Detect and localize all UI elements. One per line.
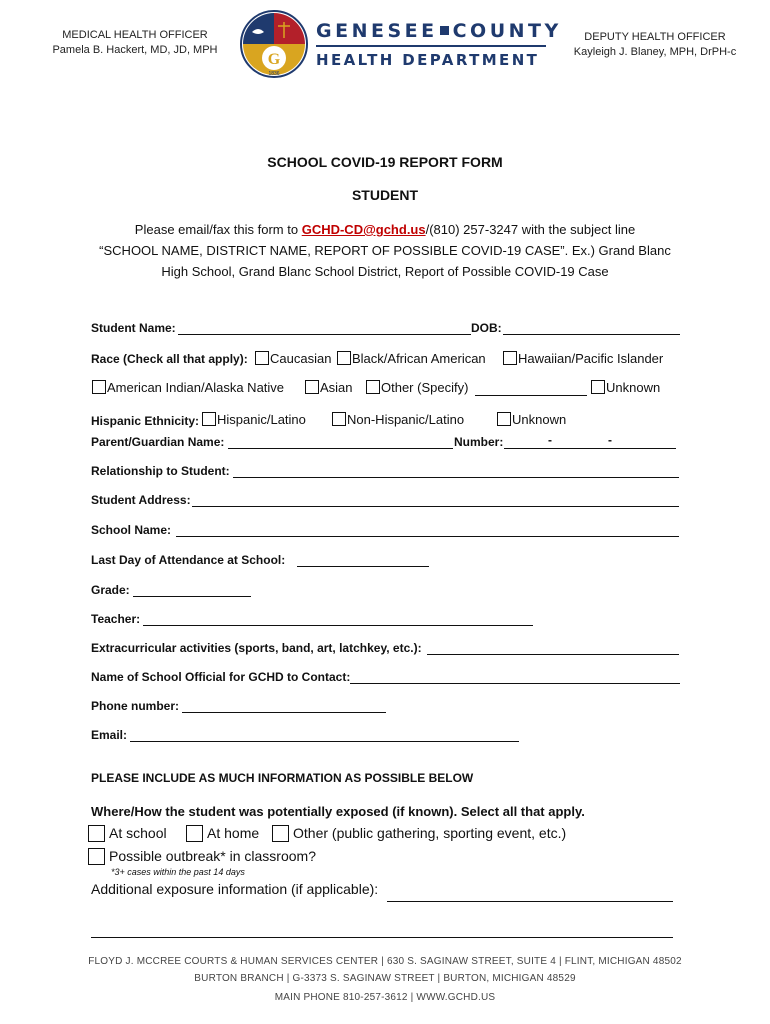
form-title: SCHOOL COVID-19 REPORT FORM bbox=[267, 154, 503, 170]
intro-line3: High School, Grand Blanc School District, Report of Possible COVID-19 Case bbox=[161, 264, 609, 279]
dob-label: DOB: bbox=[471, 321, 502, 335]
parent-name-field[interactable] bbox=[228, 448, 453, 449]
race-option-black[interactable]: Black/African American bbox=[337, 351, 486, 366]
last-day-label: Last Day of Attendance at School: bbox=[91, 553, 286, 567]
hispanic-option-hispanic[interactable]: Hispanic/Latino bbox=[202, 412, 306, 427]
medical-officer-name: Pamela B. Hackert, MD, JD, MPH bbox=[52, 44, 218, 56]
extracurricular-field[interactable] bbox=[427, 654, 679, 655]
grade-field[interactable] bbox=[133, 596, 251, 597]
hispanic-label: Hispanic Ethnicity: bbox=[91, 414, 200, 428]
medical-officer-title: MEDICAL HEALTH OFFICER bbox=[62, 29, 208, 41]
hispanic-option-non-hispanic[interactable]: Non-Hispanic/Latino bbox=[332, 412, 464, 427]
additional-info-field-line2[interactable] bbox=[91, 937, 673, 938]
footer-address-burton: BURTON BRANCH | G-3373 S. SAGINAW STREET | BURTON, MICHIGAN 48529 bbox=[194, 973, 576, 984]
number-label: Number: bbox=[454, 435, 504, 449]
address-label: Student Address: bbox=[91, 493, 191, 507]
intro-line2: “SCHOOL NAME, DISTRICT NAME, REPORT OF POSSIBLE COVID-19 CASE”. Ex.) Grand Blanc bbox=[99, 243, 671, 258]
deputy-officer-name: Kayleigh J. Blaney, MPH, DrPH-c bbox=[573, 46, 737, 58]
checkbox[interactable] bbox=[92, 380, 106, 394]
exposure-option-school[interactable]: At school bbox=[88, 825, 167, 842]
additional-info-label: Additional exposure information (if applicable): bbox=[91, 881, 379, 897]
checkbox[interactable] bbox=[202, 412, 216, 426]
parent-number-field[interactable] bbox=[504, 448, 676, 449]
section-heading: PLEASE INCLUDE AS MUCH INFORMATION AS POSSIBLE BELOW bbox=[91, 771, 474, 785]
wordmark-genesee: GENESEE bbox=[316, 20, 438, 42]
school-name-field[interactable] bbox=[176, 536, 679, 537]
county-seal-logo bbox=[240, 10, 308, 78]
teacher-label: Teacher: bbox=[91, 612, 141, 626]
deputy-officer-title: DEPUTY HEALTH OFFICER bbox=[584, 31, 726, 43]
deputy-officer-block bbox=[555, 30, 755, 60]
medical-officer-block bbox=[40, 28, 230, 58]
relationship-field[interactable] bbox=[233, 477, 679, 478]
checkbox[interactable] bbox=[337, 351, 351, 365]
last-day-field[interactable] bbox=[297, 566, 429, 567]
seal-letter: G bbox=[267, 51, 281, 68]
instructions bbox=[85, 219, 685, 282]
official-label: Name of School Official for GCHD to Contact: bbox=[91, 670, 351, 684]
wordmark-health-department: HEALTH DEPARTMENT bbox=[316, 51, 540, 69]
footer-address-main: FLOYD J. MCCREE COURTS & HUMAN SERVICES CENTER | 630 S. SAGINAW STREET, SUITE 4 | FLINT, MICHIGAN 48502 bbox=[88, 956, 682, 967]
phone-label: Phone number: bbox=[91, 699, 180, 713]
checkbox[interactable] bbox=[332, 412, 346, 426]
checkbox[interactable] bbox=[88, 848, 105, 865]
dob-field[interactable] bbox=[503, 334, 680, 335]
race-option-caucasian[interactable]: Caucasian bbox=[255, 351, 331, 366]
relationship-label: Relationship to Student: bbox=[91, 464, 230, 478]
number-separator: - bbox=[608, 433, 612, 447]
intro-line1: /(810) 257-3247 with the subject line bbox=[425, 222, 636, 237]
race-label: Race (Check all that apply): bbox=[91, 352, 248, 366]
school-name-label: School Name: bbox=[91, 523, 172, 537]
footer-contact: MAIN PHONE 810-257-3612 | WWW.GCHD.US bbox=[274, 992, 496, 1003]
phone-field[interactable] bbox=[182, 712, 386, 713]
parent-name-label: Parent/Guardian Name: bbox=[91, 435, 225, 449]
checkbox[interactable] bbox=[503, 351, 517, 365]
checkbox[interactable] bbox=[255, 351, 269, 365]
checkbox[interactable] bbox=[305, 380, 319, 394]
email-link[interactable]: GCHD-CD@gchd.us bbox=[301, 222, 426, 237]
checkbox[interactable] bbox=[186, 825, 203, 842]
department-wordmark bbox=[316, 20, 562, 69]
checkbox[interactable] bbox=[591, 380, 605, 394]
race-other-specify-field[interactable] bbox=[475, 395, 587, 396]
checkbox[interactable] bbox=[272, 825, 289, 842]
checkbox[interactable] bbox=[497, 412, 511, 426]
exposure-option-home[interactable]: At home bbox=[186, 825, 259, 842]
student-name-label: Student Name: bbox=[91, 321, 176, 335]
student-name-field[interactable] bbox=[178, 334, 471, 335]
additional-info-field[interactable] bbox=[387, 901, 673, 902]
race-option-other[interactable]: Other (Specify) bbox=[366, 380, 468, 395]
outbreak-footnote: *3+ cases within the past 14 days bbox=[111, 867, 245, 877]
seal-year: 1836 bbox=[268, 71, 280, 77]
exposure-option-other[interactable]: Other (public gathering, sporting event, etc.) bbox=[272, 825, 566, 842]
race-option-asian[interactable]: Asian bbox=[305, 380, 353, 395]
form-subtitle: STUDENT bbox=[351, 187, 419, 203]
checkbox[interactable] bbox=[366, 380, 380, 394]
number-separator: - bbox=[548, 433, 552, 447]
exposure-option-outbreak[interactable]: Possible outbreak* in classroom? bbox=[88, 848, 316, 865]
checkbox[interactable] bbox=[88, 825, 105, 842]
race-option-hawaiian[interactable]: Hawaiian/Pacific Islander bbox=[503, 351, 663, 366]
wordmark-county: COUNTY bbox=[452, 20, 562, 42]
address-field[interactable] bbox=[192, 506, 679, 507]
hispanic-option-unknown[interactable]: Unknown bbox=[497, 412, 566, 427]
teacher-field[interactable] bbox=[143, 625, 533, 626]
exposure-question: Where/How the student was potentially exposed (if known). Select all that apply. bbox=[91, 804, 585, 819]
email-label: Email: bbox=[91, 728, 128, 742]
extracurricular-label: Extracurricular activities (sports, band, art, latchkey, etc.): bbox=[91, 641, 422, 655]
email-field[interactable] bbox=[130, 741, 519, 742]
race-option-american-indian[interactable]: American Indian/Alaska Native bbox=[92, 380, 284, 395]
official-field[interactable] bbox=[350, 683, 680, 684]
intro-prefix: Please email/fax this form to bbox=[134, 222, 302, 237]
grade-label: Grade: bbox=[91, 583, 130, 597]
race-option-unknown[interactable]: Unknown bbox=[591, 380, 660, 395]
